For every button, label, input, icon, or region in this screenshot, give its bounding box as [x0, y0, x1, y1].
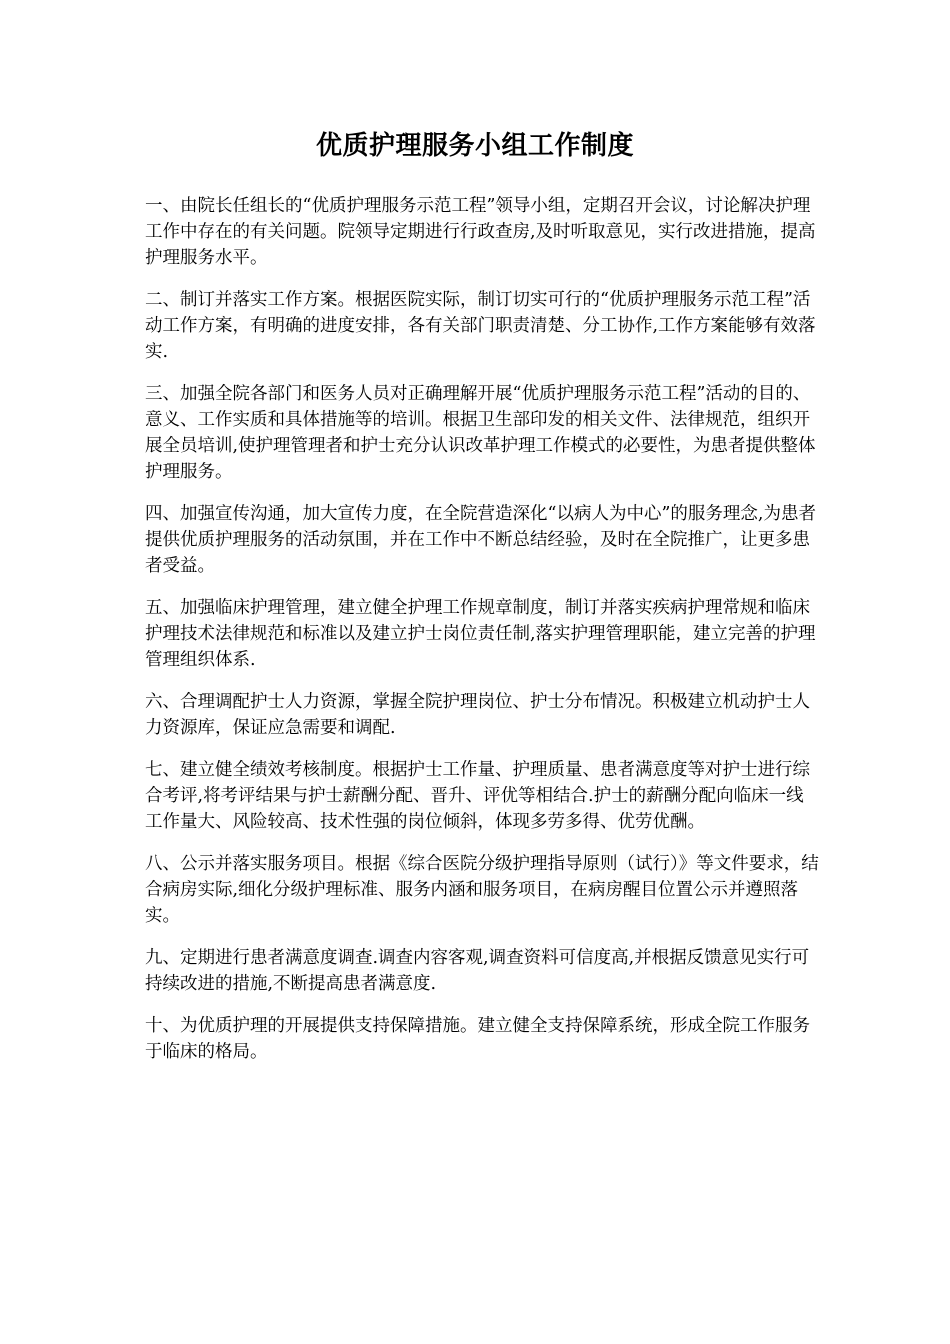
paragraph-2: 二、制订并落实工作方案。根据医院实际，制订切实可行的“优质护理服务示范工程”活动工作方案，有明确的进度安排，各有关部门职责清楚、分工协作,工作方案能够有效落实. [145, 290, 816, 362]
paragraph-8: 八、公示并落实服务项目。根据《综合医院分级护理指导原则（试行）》等文件要求，结合病房实际,细化分级护理标准、服务内涵和服务项目，在病房醒目位置公示并遵照落实。 [145, 854, 819, 926]
paragraph-6: 六、合理调配护士人力资源，掌握全院护理岗位、护士分布情况。积极建立机动护士人力资源库，保证应急需要和调配. [145, 692, 810, 738]
paragraph-4: 四、加强宣传沟通，加大宣传力度，在全院营造深化“以病人为中心”的服务理念,为患者提供优质护理服务的活动氛围，并在工作中不断总结经验，及时在全院推广，让更多患者受益。 [145, 504, 816, 576]
paragraph-9: 九、定期进行患者满意度调查.调查内容客观,调查资料可信度高,并根据反馈意见实行可持续改进的措施,不断提高患者满意度. [145, 948, 810, 994]
document-body [145, 193, 821, 1081]
paragraph-3: 三、加强全院各部门和医务人员对正确理解开展“优质护理服务示范工程”活动的目的、意义、工作实质和具体措施等的培训。根据卫生部印发的相关文件、法律规范，组织开展全员培训,使护理管理者和护士充分认识改革护理工作模式的必要性，为患者提供整体护理服务。 [145, 384, 816, 482]
paragraph-7: 七、建立健全绩效考核制度。根据护士工作量、护理质量、患者满意度等对护士进行综合考评,将考评结果与护士薪酬分配、晋升、评优等相结合.护士的薪酬分配向临床一线工作量大、风险较高、技术性强的岗位倾斜，体现多劳多得、优劳优酬。 [145, 760, 810, 832]
paragraph-1: 一、由院长任组长的“优质护理服务示范工程”领导小组，定期召开会议，讨论解决护理工作中存在的有关问题。院领导定期进行行政查房,及时听取意见，实行改进措施，提高护理服务水平。 [145, 196, 816, 268]
paragraph-10: 十、为优质护理的开展提供支持保障措施。建立健全支持保障系统，形成全院工作服务于临床的格局。 [145, 1016, 810, 1062]
document-title: 优质护理服务小组工作制度 [315, 131, 634, 161]
paragraph-5: 五、加强临床护理管理，建立健全护理工作规章制度，制订并落实疾病护理常规和临床护理技术法律规范和标准以及建立护士岗位责任制,落实护理管理职能，建立完善的护理管理组织体系. [145, 598, 816, 670]
